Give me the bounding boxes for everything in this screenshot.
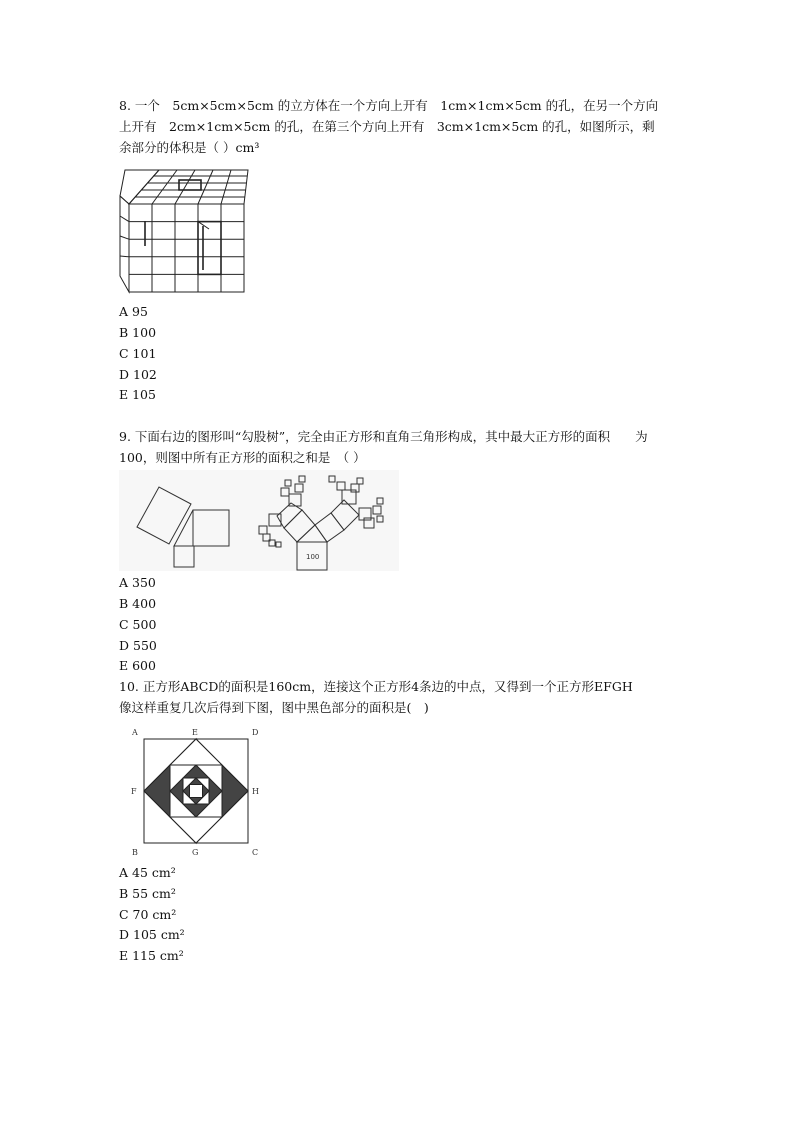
q9-option-c[interactable]: C 500	[119, 617, 157, 632]
label-c: C	[252, 848, 259, 857]
q8-option-a[interactable]: A 95	[119, 304, 148, 319]
q9-text-line-2: 100，则图中所有正方形的面积之和是 （ ）	[119, 450, 366, 465]
q9-option-e[interactable]: E 600	[119, 658, 156, 673]
q9-pythagoras-figure	[119, 470, 399, 571]
q9-text-line-1: 9. 下面右边的图形叫“勾股树”，完全由正方形和直角三角形构成，其中最大正方形的面积 为	[119, 429, 648, 444]
q9-option-b[interactable]: B 400	[119, 596, 157, 611]
q8-option-e[interactable]: E 105	[119, 387, 156, 402]
label-a: A	[132, 728, 138, 737]
q8-text-line-2: 上开有 2cm×1cm×5cm 的孔，在第三个方向上开有 3cm×1cm×5cm 的孔，如图所示，剩	[119, 119, 655, 134]
q10-text-line-2: 像这样重复几次后得到下图，图中黑色部分的面积是( )	[119, 700, 429, 715]
q10-nested-squares-figure	[119, 722, 269, 862]
q8-option-b[interactable]: B 100	[119, 325, 157, 340]
q10-option-b[interactable]: B 55 cm²	[119, 886, 176, 901]
q10-option-c[interactable]: C 70 cm²	[119, 907, 177, 922]
q10-option-a[interactable]: A 45 cm²	[119, 865, 176, 880]
q10-option-e[interactable]: E 115 cm²	[119, 948, 184, 963]
q8-text-line-1: 8. 一个 5cm×5cm×5cm 的立方体在一个方向上开有 1cm×1cm×5cm 的孔，在另一个方向	[119, 98, 659, 113]
q8-text-line-3: 余部分的体积是（ ）cm³	[119, 140, 260, 155]
q9-option-a[interactable]: A 350	[119, 575, 156, 590]
label-d: D	[252, 728, 259, 737]
q8-cube-figure	[119, 166, 251, 294]
q8-option-d[interactable]: D 102	[119, 367, 157, 382]
label-b: B	[132, 848, 138, 857]
q10-option-d[interactable]: D 105 cm²	[119, 927, 185, 942]
label-f: F	[131, 787, 137, 796]
q10-text-line-1: 10. 正方形ABCD的面积是160cm，连接这个正方形4条边的中点，又得到一个正方形EFGH	[119, 679, 633, 694]
q8-option-c[interactable]: C 101	[119, 346, 157, 361]
label-e: E	[192, 728, 198, 737]
q9-option-d[interactable]: D 550	[119, 638, 157, 653]
label-g: G	[192, 848, 199, 857]
q9-figure-label: 100	[306, 553, 320, 561]
label-h: H	[252, 787, 259, 796]
